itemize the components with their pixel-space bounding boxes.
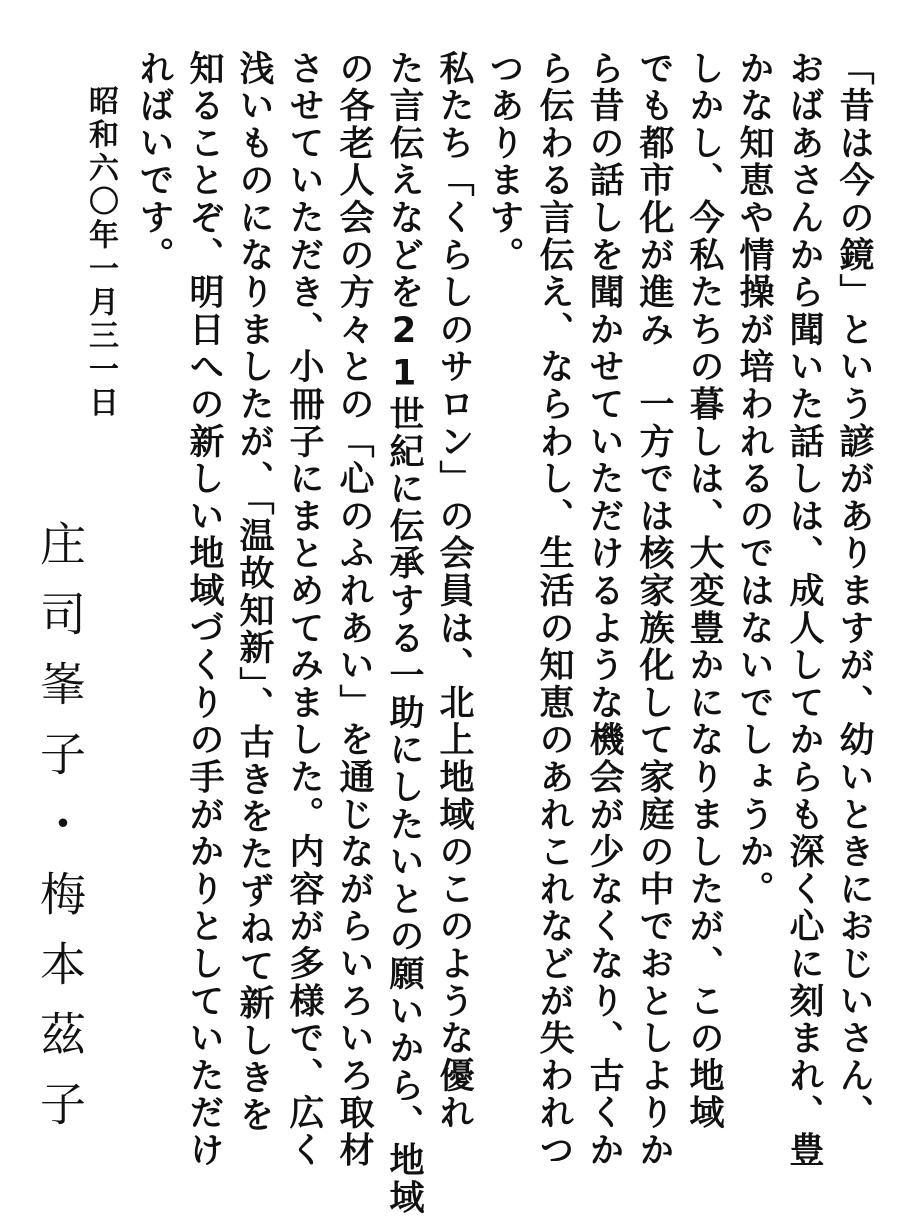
text-column: の各老人会の方々との「心のふれあい」を通じながらいろいろ取材 [334, 50, 374, 1169]
text-column: 知ることぞ、明日への新しい地域づくりの手がかりとしていただけ [184, 50, 224, 1169]
text-column: しかし、今私たちの暮しは、大変豊かになりましたが、この地域 [684, 50, 724, 1132]
text-column: つあります。 [484, 50, 524, 274]
text-column: させていただき、小冊子にまとめてみました。内容が多様で、広く [284, 50, 324, 1169]
text-column: でも都市化が進み 一方では核家族化して家庭の中でおとしよりか [634, 50, 674, 1169]
text-column: ら昔の話しを聞かせていただけるような機会が少なくなり、古くか [584, 50, 624, 1169]
document-date: 昭和六〇年一月三一日 [83, 85, 118, 420]
text-column: 「昔は今の鏡」という諺がありますが、幼いときにおじいさん、 [834, 50, 874, 1132]
text-column: かな知恵や情操が培われるのではないでしょうか。 [734, 50, 774, 908]
text-column: ら伝わる言伝え、ならわし、生活の知恵のあれこれなどが失われつ [534, 50, 574, 1169]
author-signature: 庄司峯子・梅本茲子 [33, 520, 87, 1150]
text-column: 浅いものになりましたが、「温故知新」、古きをたずねて新しきを [234, 50, 274, 1134]
text-column: た言伝えなどを21世紀に伝承する一助にしたいとの願いから、地域 [384, 50, 424, 1216]
text-column: ればいです。 [134, 50, 174, 274]
text-column: おばあさんから聞いた話しは、成人してからも深く心に刻まれ、豊 [784, 50, 824, 1169]
text-column: 私たち「くらしのサロン」の会員は、北上地域のこのような優れ [434, 50, 474, 1132]
